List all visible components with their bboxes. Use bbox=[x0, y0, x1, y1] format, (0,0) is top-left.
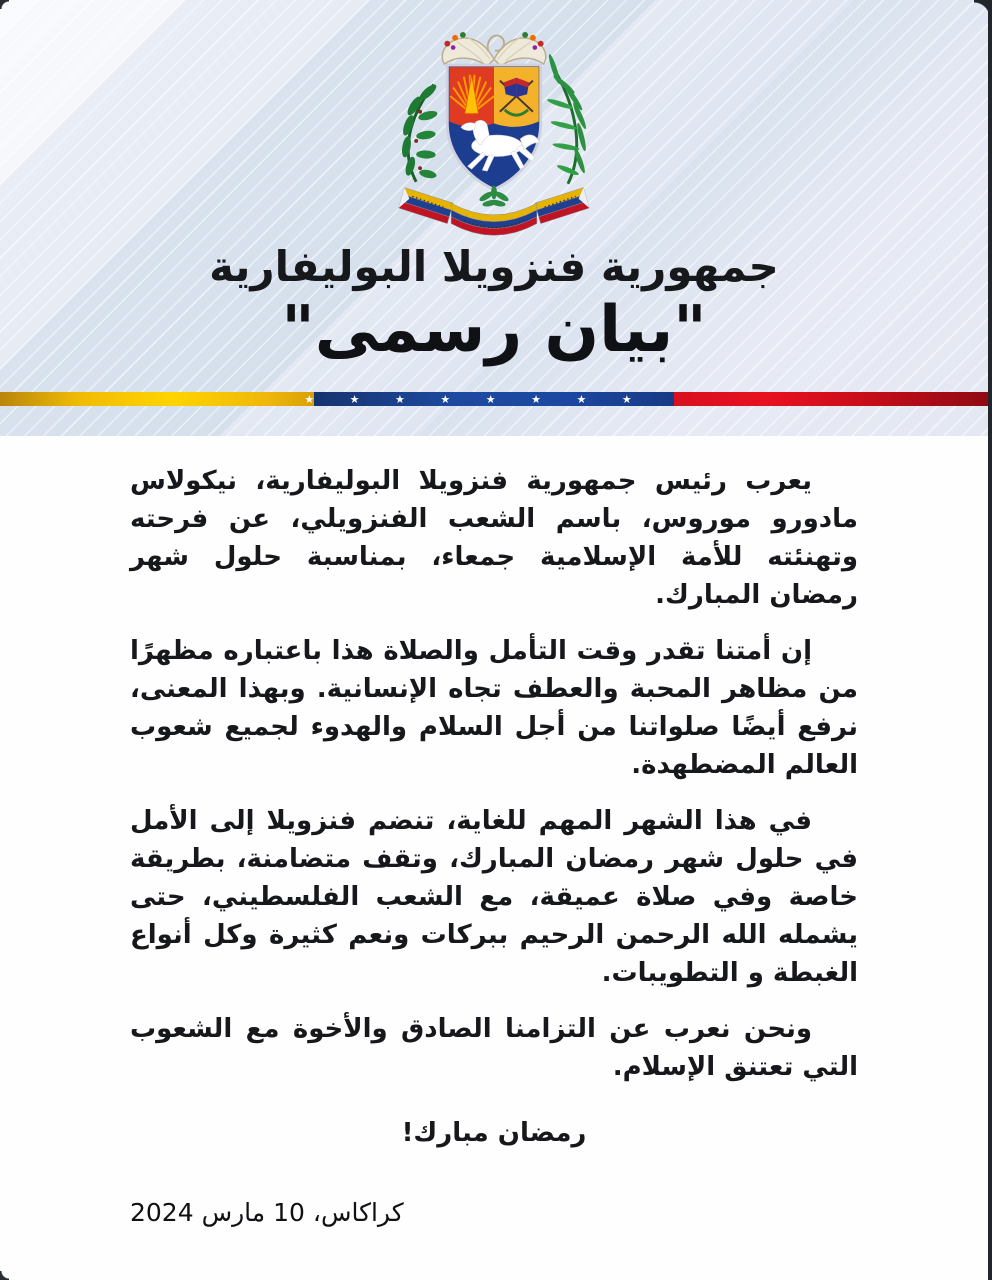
statement-paragraph: ونحن نعرب عن التزامنا الصادق والأخوة مع الشعوب التي تعتنق الإسلام. bbox=[130, 1014, 858, 1082]
flag-stripe bbox=[0, 392, 988, 406]
flag-blue-band bbox=[304, 392, 673, 406]
statement-paragraph: في هذا الشهر المهم للغاية، تنضم فنزويلا إلى الأمل في حلول شهر رمضان المبارك، وتقف متضامنة، بطريقة خاصة وفي صلاة عميقة، مع الشعب الفلسطيني، حتى يشمله الله الرحمن الرحيم ببركات ونعم كثيرة وكل أنواع الغبطة و التطويبات. bbox=[130, 806, 858, 988]
statement-title: "بيان رسمى" bbox=[281, 293, 707, 367]
flag-yellow-band bbox=[0, 392, 314, 406]
photo-edge bbox=[988, 0, 992, 1280]
flag-red-band bbox=[674, 392, 988, 406]
palm-branch-icon bbox=[546, 53, 587, 183]
cornucopias-icon bbox=[442, 32, 546, 66]
coat-of-arms-graphic bbox=[387, 26, 601, 250]
dateline: كراكاس، 10 مارس 2024 bbox=[130, 1198, 404, 1227]
laurel-sprig-icon bbox=[478, 186, 510, 208]
shield-icon bbox=[447, 65, 540, 190]
ramadan-greeting: رمضان مبارك! bbox=[401, 1118, 587, 1148]
photo-corner-top-right bbox=[974, 0, 992, 18]
statement-paragraph: يعرب رئيس جمهورية فنزويلا البوليفارية، نيكولاس مادورو موروس، باسم الشعب الفنزويلي، عن فرحته وتهنئته للأمة الإسلامية جمعاء، بمناسبة حلول شهر رمضان المبارك. bbox=[130, 466, 858, 610]
photo-corner-top-left bbox=[0, 0, 9, 9]
olive-branch-icon bbox=[401, 82, 439, 182]
statement-paragraph: إن أمتنا تقدر وقت التأمل والصلاة هذا باعتباره مظهرًا من مظاهر المحبة والعطف تجاه الإنسانية. وبهذا المعنى، نرفع أيضًا صلواتنا من أجل السلام والهدوء لجميع شعوب العالم المضطهدة. bbox=[130, 636, 858, 780]
statement-body bbox=[0, 436, 988, 1280]
venezuela-coat-of-arms bbox=[387, 26, 601, 250]
document-header bbox=[0, 0, 988, 436]
flag-stars: ★ ★ ★ ★ ★ ★ ★ ★ bbox=[304, 392, 648, 406]
photo-corner-bottom-left bbox=[0, 1271, 9, 1280]
country-title: جمهورية فنزويلا البوليفارية bbox=[209, 242, 779, 291]
